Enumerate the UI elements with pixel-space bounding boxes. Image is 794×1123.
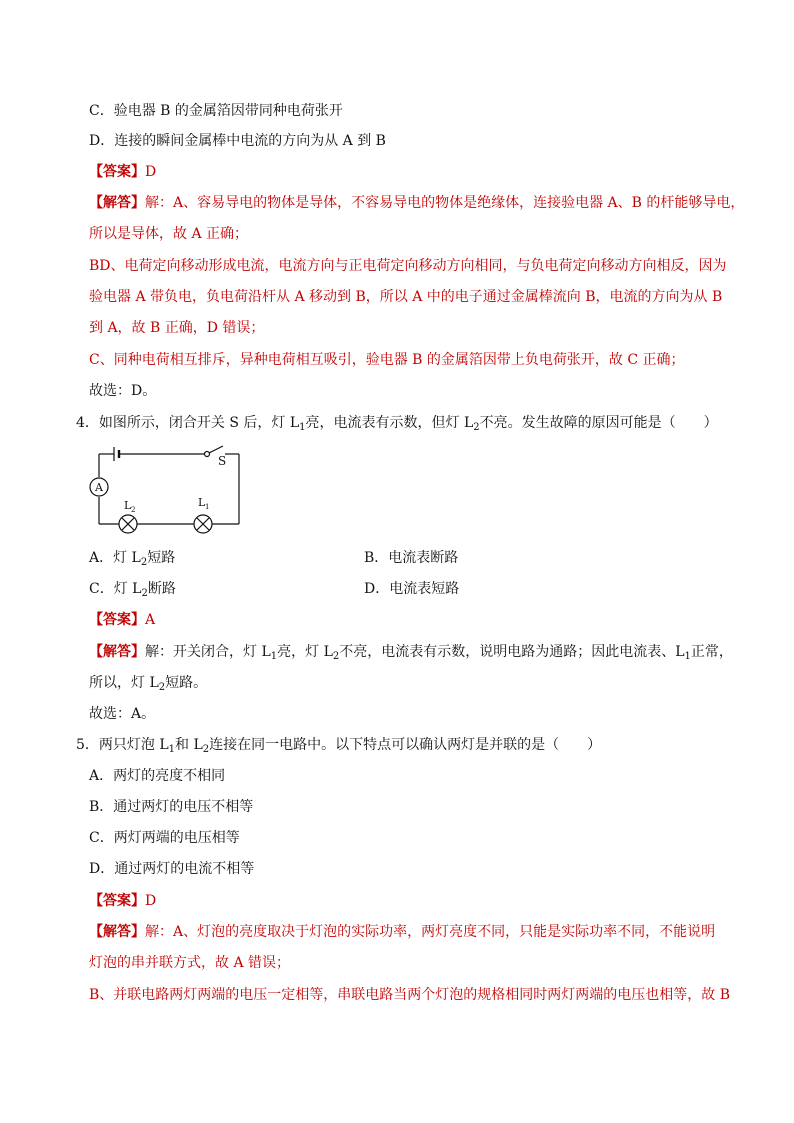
- q4-stem-part: 亮，电流表有示数，但灯 L: [305, 415, 474, 431]
- q3-answer: [89, 162, 156, 182]
- subscript: 2: [158, 682, 166, 693]
- ammeter-label: A: [95, 481, 103, 494]
- q3-explanation-line-3: BD、电荷定向移动形成电流，电流方向与正电荷定向移动方向相同，与负电荷定向移动方向相反，因为: [89, 258, 727, 274]
- q4-explanation-line-2: [89, 673, 207, 693]
- explain-text: 解：开关闭合，灯 L: [145, 644, 271, 660]
- q4-option-d: D．电流表短路: [364, 581, 460, 597]
- subscript: 2: [140, 557, 148, 568]
- lamp-l2-label: L: [124, 499, 132, 512]
- lamp-l2-subscript: 2: [131, 506, 136, 514]
- q5-stem-part: 和 L: [175, 737, 203, 753]
- q3-explanation-line-6: C、同种电荷相互排斥，异种电荷相互吸引，验电器 B 的金属箔因带上负电荷张开，故 C 正确；: [89, 352, 685, 368]
- circuit-diagram: [86, 440, 252, 536]
- answer-value: D: [145, 164, 157, 180]
- q4-explanation-line-1: [89, 642, 733, 662]
- explain-text: 正常，: [690, 644, 733, 660]
- switch-label: S: [218, 454, 227, 468]
- q3-option-d: D．连接的瞬间金属棒中电流的方向为从 A 到 B: [89, 133, 386, 149]
- q5-stem-part: 5．两只灯泡 L: [76, 737, 169, 753]
- q3-explanation-line-5: 到 A，故 B 正确，D 错误；: [89, 320, 265, 336]
- subscript: 2: [332, 651, 340, 662]
- q5-option-c: C．两灯两端的电压相等: [89, 830, 240, 846]
- subscript: 1: [270, 651, 278, 662]
- explain-text: 解：A、容易导电的物体是导体，不容易导电的物体是绝缘体，连接验电器 A、B 的杆能够导电，: [145, 195, 745, 211]
- option-text: 断路: [147, 581, 176, 597]
- answer-value: D: [145, 893, 157, 909]
- q5-option-d: D．通过两灯的电流不相等: [89, 861, 255, 877]
- switch-contact-left: [205, 452, 210, 457]
- q5-explanation-line-3: B、并联电路两灯两端的电压一定相等，串联电路当两个灯泡的规格相同时两灯两端的电压也相等，故 B: [89, 987, 731, 1003]
- subscript: 1: [684, 651, 691, 662]
- q4-conclusion: 故选：A。: [89, 706, 156, 722]
- option-text: C．灯 L: [89, 581, 142, 597]
- option-text: 短路: [147, 550, 176, 566]
- explain-tag: 【解答】: [89, 924, 145, 940]
- q4-option-c: [89, 579, 176, 599]
- answer-value: A: [145, 612, 156, 628]
- switch-lever: [209, 446, 223, 453]
- explain-text: 解：A、灯泡的亮度取决于灯泡的实际功率，两灯亮度不同，只能是实际功率不同，不能说明: [145, 924, 716, 940]
- subscript: 2: [202, 744, 210, 755]
- lamp-l1-label: L: [198, 496, 206, 509]
- q4-stem-part: 4．如图所示，闭合开关 S 后，灯 L: [76, 415, 300, 431]
- q5-explanation-line-1: [89, 922, 715, 942]
- q3-explanation-line-1: [89, 193, 744, 213]
- q5-stem-part: 连接在同一电路中。以下特点可以确认两灯是并联的是（ ）: [209, 737, 602, 753]
- subscript: 1: [168, 744, 176, 755]
- explain-tag: 【解答】: [89, 195, 145, 211]
- subscript: 1: [299, 422, 306, 433]
- subscript: 2: [473, 422, 480, 433]
- answer-tag: 【答案】: [89, 893, 145, 909]
- q5-explanation-line-2: 灯泡的串并联方式，故 A 错误；: [89, 955, 291, 971]
- answer-tag: 【答案】: [89, 164, 145, 180]
- q5-option-b: B．通过两灯的电压不相等: [89, 799, 254, 815]
- q5-option-a: A．两灯的亮度不相同: [89, 768, 226, 784]
- q3-conclusion: 故选：D。: [89, 383, 157, 399]
- q3-option-c: C．验电器 B 的金属箔因带同种电荷张开: [89, 103, 343, 119]
- option-text: A．灯 L: [89, 550, 141, 566]
- explain-text: 亮，灯 L: [277, 644, 333, 660]
- q4-answer: [89, 610, 155, 630]
- q4-option-b: B．电流表断路: [364, 550, 459, 566]
- q3-explanation-line-2: 所以是导体，故 A 正确；: [89, 226, 249, 242]
- q5-answer: [89, 891, 156, 911]
- lamp-l1-subscript: 1: [205, 503, 210, 511]
- subscript: 2: [141, 588, 148, 599]
- q4-stem-part: 不亮。发生故障的原因可能是（ ）: [479, 415, 718, 431]
- q4-option-a: [89, 548, 175, 568]
- q4-stem: [76, 413, 718, 433]
- q5-stem: [76, 735, 601, 755]
- explain-text: 不亮，电流表有示数，说明电路为通路；因此电流表、L: [339, 644, 685, 660]
- answer-tag: 【答案】: [89, 612, 145, 628]
- q3-explanation-line-4: 验电器 A 带负电，负电荷沿杆从 A 移动到 B，所以 A 中的电子通过金属棒流向 B，电流的方向为从 B: [89, 289, 723, 305]
- explain-tag: 【解答】: [89, 644, 145, 660]
- explain-text: 短路。: [165, 675, 208, 691]
- explain-text: 所以，灯 L: [89, 675, 159, 691]
